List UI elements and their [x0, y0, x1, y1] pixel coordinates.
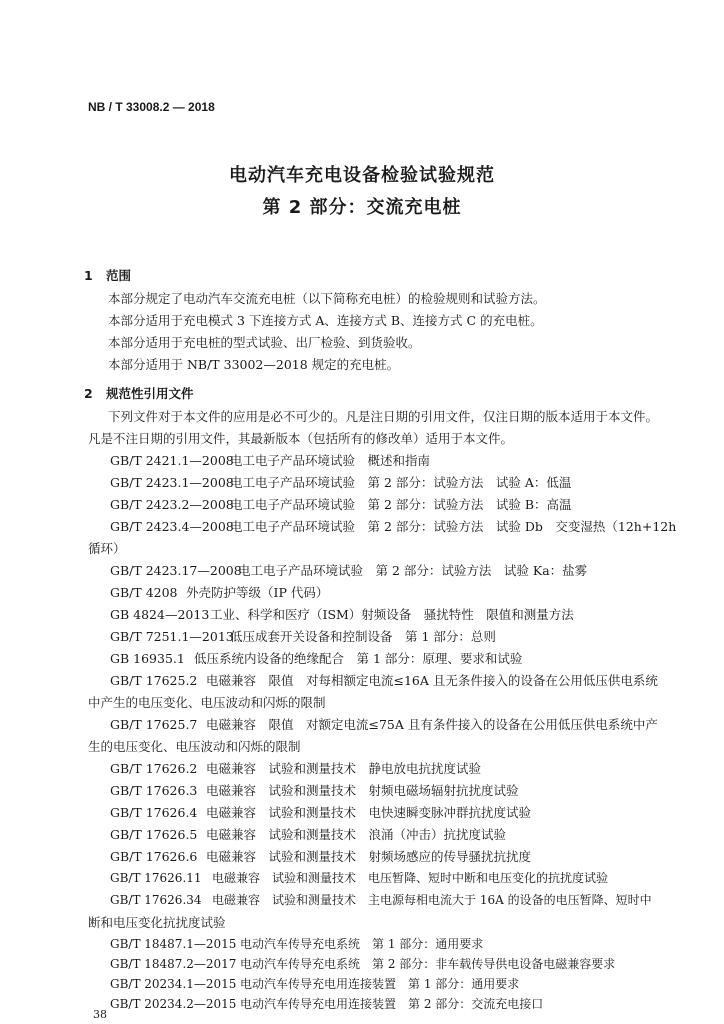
reference-title: 低压成套开关设备和控制设备 第 1 部分：总则: [230, 629, 496, 644]
reference-title: 电磁兼容 试验和测量技术 射频场感应的传导骚扰抗扰度: [206, 849, 532, 864]
reference-code: GB/T 17626.6: [110, 849, 198, 864]
reference-code: GB/T 7251.1—2013: [110, 629, 234, 644]
reference-title: 电工电子产品环境试验 第 2 部分：试验方法 试验 Ka：盐雾: [238, 563, 588, 578]
reference-title: 电工电子产品环境试验 第 2 部分：试验方法 试验 B：高温: [230, 497, 572, 512]
reference-item: [110, 649, 522, 667]
reference-title: 电磁兼容 试验和测量技术 电压暂降、短时中断和电压变化的抗扰度试验: [212, 871, 609, 885]
section-title: 范围: [106, 268, 132, 283]
reference-item: [110, 759, 481, 777]
reference-item: [110, 975, 519, 992]
reference-item: [110, 995, 543, 1012]
reference-item: [110, 671, 658, 689]
section-2-heading: [84, 384, 194, 402]
reference-item: [110, 955, 615, 972]
reference-code: GB 4824—2013: [110, 607, 210, 622]
reference-continuation: 生的电压变化、电压波动和闪烁的限制: [88, 739, 301, 754]
reference-code: GB/T 2423.2—2008: [110, 497, 234, 512]
reference-continuation: 循环）: [88, 541, 126, 556]
reference-item: [110, 605, 574, 623]
standard-code-header: NB / T 33008.2 — 2018: [88, 100, 215, 114]
reference-code: GB/T 18487.1—2015: [110, 937, 237, 951]
reference-title: 电磁兼容 试验和测量技术 主电源每相电流大于 16A 的设备的电压暂降、短时中: [212, 893, 652, 907]
reference-item: [110, 561, 587, 579]
reference-title: 电磁兼容 试验和测量技术 射频电磁场辐射抗扰度试验: [206, 783, 519, 798]
reference-title: 电动汽车传导充电系统 第 2 部分：非车载传导供电设备电磁兼容要求: [240, 957, 616, 971]
reference-code: GB/T 2423.1—2008: [110, 475, 234, 490]
reference-code: GB/T 4208: [110, 585, 178, 600]
reference-title: 电磁兼容 试验和测量技术 电快速瞬变脉冲群抗扰度试验: [206, 805, 532, 820]
scope-paragraph: 本部分适用于 NB/T 33002—2018 规定的充电桩。: [108, 357, 400, 372]
reference-code: GB/T 17626.11: [110, 871, 202, 885]
reference-item: [110, 583, 328, 601]
reference-item: [110, 803, 531, 821]
document-subtitle: 第 2 部分：交流充电桩: [262, 197, 462, 218]
reference-item: [110, 781, 519, 799]
reference-title: 电动汽车传导充电系统 第 1 部分：通用要求: [240, 937, 484, 951]
reference-code: GB/T 2421.1—2008: [110, 453, 234, 468]
reference-code: GB/T 17626.4: [110, 805, 198, 820]
reference-title: 电工电子产品环境试验 第 2 部分：试验方法 试验 A：低温: [230, 475, 572, 490]
scope-paragraph: 本部分适用于充电桩的型式试验、出厂检验、到货验收。: [108, 335, 421, 350]
scope-paragraph: 本部分适用于充电模式 3 下连接方式 A、连接方式 B、连接方式 C 的充电桩。: [108, 313, 543, 328]
reference-item: [110, 825, 506, 843]
page-number: 38: [93, 1008, 107, 1021]
scope-paragraph: 本部分规定了电动汽车交流充电桩（以下简称充电桩）的检验规则和试验方法。: [108, 291, 546, 306]
section-1-heading: [84, 266, 131, 284]
intro-paragraph: 凡是不注日期的引用文件，其最新版本（包括所有的修改单）适用于本文件。: [88, 431, 514, 446]
reference-code: GB/T 17626.34: [110, 893, 202, 907]
reference-item: [110, 517, 676, 535]
reference-item: [110, 627, 496, 645]
reference-item: [110, 935, 483, 952]
section-number: 2: [84, 386, 93, 401]
reference-code: GB/T 20234.2—2015: [110, 997, 237, 1011]
reference-item: [110, 495, 572, 513]
reference-title: 电磁兼容 限值 对额定电流≤75A 且有条件接入的设备在公用低压供电系统中产: [206, 717, 658, 732]
reference-title: 电工电子产品环境试验 第 2 部分：试验方法 试验 Db 交变湿热（12h+12h: [230, 519, 677, 534]
reference-code: GB/T 18487.2—2017: [110, 957, 237, 971]
reference-item: [110, 869, 608, 886]
reference-title: 电磁兼容 试验和测量技术 静电放电抗扰度试验: [206, 761, 482, 776]
reference-code: GB/T 20234.1—2015: [110, 977, 237, 991]
reference-code: GB/T 17626.5: [110, 827, 198, 842]
reference-title: 电磁兼容 试验和测量技术 浪涌（冲击）抗扰度试验: [206, 827, 507, 842]
reference-code: GB/T 17626.3: [110, 783, 198, 798]
reference-title: 电工电子产品环境试验 概述和指南: [230, 453, 431, 468]
reference-code: GB/T 17626.2: [110, 761, 198, 776]
reference-item: [110, 473, 571, 491]
reference-item: [110, 847, 531, 865]
intro-paragraph: 下列文件对于本文件的应用是必不可少的。凡是注日期的引用文件，仅注日期的版本适用于本文件。: [108, 409, 659, 424]
reference-continuation: 中产生的电压变化、电压波动和闪烁的限制: [88, 695, 326, 710]
reference-title: 电动汽车传导充电用连接装置 第 2 部分：交流充电接口: [240, 997, 544, 1011]
document-title: 电动汽车充电设备检验试验规范: [229, 165, 495, 186]
section-title: 规范性引用文件: [106, 386, 194, 401]
reference-code: GB/T 17625.2: [110, 673, 198, 688]
reference-code: GB/T 17625.7: [110, 717, 198, 732]
reference-title: 低压系统内设备的绝缘配合 第 1 部分：原理、要求和试验: [194, 651, 523, 666]
reference-title: 工业、科学和医疗（ISM）射频设备 骚扰特性 限值和测量方法: [210, 607, 574, 622]
reference-continuation: 断和电压变化抗扰度试验: [88, 915, 226, 930]
reference-title: 外壳防护等级（IP 代码）: [186, 585, 329, 600]
reference-code: GB/T 2423.4—2008: [110, 519, 234, 534]
reference-title: 电磁兼容 限值 对每相额定电流≤16A 且无条件接入的设备在公用低压供电系统: [206, 673, 658, 688]
section-number: 1: [84, 268, 93, 283]
reference-item: [110, 715, 658, 733]
reference-title: 电动汽车传导充电用连接装置 第 1 部分：通用要求: [240, 977, 520, 991]
reference-code: GB/T 2423.17—2008: [110, 563, 242, 578]
reference-item: [110, 451, 430, 469]
reference-code: GB 16935.1: [110, 651, 185, 666]
reference-item: [110, 891, 652, 908]
